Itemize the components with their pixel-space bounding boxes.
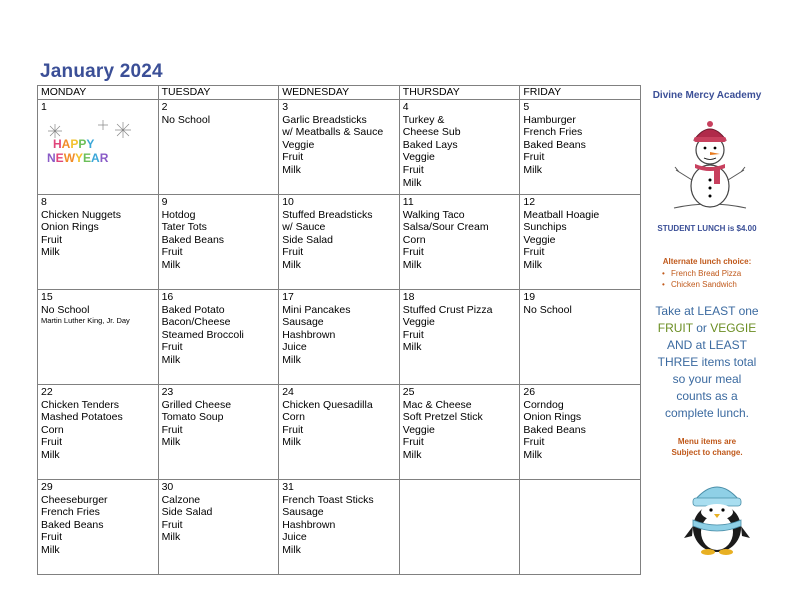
day-cell [520, 385, 641, 480]
list-item [662, 279, 741, 290]
menu-item: Baked Potato [161, 303, 225, 316]
weekday-header: WEDNESDAY [279, 86, 400, 100]
menu-item: Baked Beans [523, 138, 586, 151]
day-cell [399, 290, 520, 385]
menu-item: Mashed Potatoes [41, 411, 123, 424]
empty-day-cell [399, 480, 520, 575]
menu-item: Milk [282, 353, 301, 366]
subject-to-change-note [648, 436, 766, 458]
menu-item: Sunchips [523, 221, 567, 234]
menu-item: Stuffed Crust Pizza [402, 303, 493, 316]
weekday-header-row [38, 86, 641, 100]
menu-item: Fruit [282, 423, 304, 436]
menu-item: Fruit [523, 151, 545, 164]
lunch-calendar [37, 85, 641, 575]
menu-item: Fruit [161, 246, 183, 259]
menu-item: Fruit [523, 246, 545, 259]
day-cell [520, 100, 641, 195]
day-cell [399, 195, 520, 290]
day-number: 26 [523, 386, 536, 398]
day-number: 5 [523, 101, 530, 113]
empty-day-cell [520, 480, 641, 575]
day-cell [38, 385, 159, 480]
menu-item: Veggie [282, 138, 315, 151]
menu-item: Mini Pancakes [282, 303, 351, 316]
day-cell [158, 385, 279, 480]
menu-item: Calzone [161, 493, 201, 506]
veggie-word: VEGGIE [710, 321, 757, 335]
day-number: 25 [402, 386, 415, 398]
menu-item: Milk [523, 163, 543, 176]
menu-item: Milk [41, 543, 60, 556]
menu-item: Fruit [523, 436, 545, 449]
menu-item: Onion Rings [523, 411, 582, 424]
menu-item: Corn [282, 411, 305, 424]
day-cell [38, 195, 159, 290]
day-cell [158, 480, 279, 575]
day-cell [38, 480, 159, 575]
menu-item: Fruit [161, 423, 183, 436]
list-item [662, 268, 741, 279]
alternate-lunch-list [662, 268, 741, 290]
day-number: 17 [282, 291, 294, 303]
student-lunch-price: STUDENT LUNCH is $4.00 [657, 224, 757, 233]
menu-item: Fruit [402, 246, 424, 259]
day-cell [158, 195, 279, 290]
rule-line: AND at LEAST [666, 338, 748, 352]
menu-item: Veggie [402, 151, 435, 164]
menu-item: Hashbrown [282, 328, 336, 341]
day-number: 22 [41, 386, 53, 398]
rule-line: counts as a [676, 389, 738, 403]
school-name: Divine Mercy Academy [652, 90, 762, 101]
menu-item: Fruit [161, 341, 183, 354]
week-row [38, 100, 641, 195]
menu-item: French Fries [523, 126, 583, 139]
or-word: or [696, 321, 707, 335]
menu-item: Chicken Nuggets [41, 208, 121, 221]
menu-item: w/ Sauce [282, 221, 326, 234]
menu-item: Grilled Cheese [161, 398, 232, 411]
calendar-title: January 2024 [40, 61, 163, 82]
menu-item: Tomato Soup [161, 411, 224, 424]
menu-item: Sausage [282, 316, 324, 329]
menu-item: Milk [402, 448, 422, 461]
day-number: 30 [161, 481, 174, 493]
menu-item: Milk [161, 258, 181, 271]
menu-item: Side Salad [161, 506, 213, 519]
menu-item: Milk [402, 176, 422, 189]
complete-lunch-rule [648, 303, 766, 422]
menu-item: Juice [282, 341, 307, 354]
weekday-header: FRIDAY [520, 86, 641, 100]
day-cell [279, 480, 400, 575]
menu-item: Soft Pretzel Stick [402, 411, 483, 424]
menu-item: Turkey & [402, 113, 445, 126]
day-cell [38, 290, 159, 385]
menu-item: Veggie [402, 423, 435, 436]
menu-item: Corn [41, 423, 64, 436]
day-cell [38, 100, 159, 195]
menu-item: Baked Beans [161, 233, 225, 246]
day-number: 16 [161, 291, 174, 303]
menu-item: Veggie [402, 316, 435, 329]
day-number: 24 [282, 386, 294, 398]
rule-line: THREE items total [657, 355, 757, 369]
week-row [38, 290, 641, 385]
menu-item: Milk [523, 448, 543, 461]
menu-item: Garlic Breadsticks [282, 113, 367, 126]
menu-item: Milk [282, 436, 301, 449]
alternate-lunch-title: Alternate lunch choice: [662, 257, 752, 266]
holiday-note: Martin Luther King, Jr. Day [41, 316, 130, 326]
menu-item: Bacon/Cheese [161, 316, 231, 329]
day-number: 18 [402, 291, 415, 303]
menu-item: Milk [282, 163, 301, 176]
menu-item: Fruit [402, 328, 424, 341]
happy-new-year-icon [41, 118, 141, 170]
menu-item: Milk [161, 531, 181, 544]
day-number: 9 [161, 196, 168, 208]
menu-item: Juice [282, 531, 307, 544]
note-line: Menu items are [677, 437, 737, 446]
day-number: 15 [41, 291, 53, 303]
menu-item: Side Salad [282, 233, 333, 246]
day-number: 2 [161, 101, 168, 113]
menu-item: Milk [402, 258, 422, 271]
day-number: 10 [282, 196, 294, 208]
day-number: 29 [41, 481, 53, 493]
day-number: 12 [523, 196, 536, 208]
day-cell [399, 385, 520, 480]
rule-line: complete lunch. [664, 406, 750, 420]
day-cell [399, 100, 520, 195]
day-cell [520, 290, 641, 385]
menu-item: Stuffed Breadsticks [282, 208, 373, 221]
menu-item: Steamed Broccoli [161, 328, 244, 341]
menu-item: Cheese Sub [402, 126, 461, 139]
day-number: 3 [282, 101, 289, 113]
menu-item: Sausage [282, 506, 324, 519]
week-row [38, 480, 641, 575]
weekday-header: TUESDAY [158, 86, 279, 100]
alt-item-label: French Bread Pizza [671, 269, 742, 278]
fruit-word: FRUIT [657, 321, 693, 335]
menu-item: w/ Meatballs & Sauce [282, 126, 384, 139]
weekday-header: THURSDAY [399, 86, 520, 100]
menu-item: Cheeseburger [41, 493, 108, 506]
menu-item: Milk [402, 341, 422, 354]
menu-item: Fruit [161, 518, 183, 531]
day-cell [158, 100, 279, 195]
alt-item-label: Chicken Sandwich [671, 280, 737, 289]
day-number: 8 [41, 196, 47, 208]
menu-item: Tater Tots [161, 221, 207, 234]
day-cell [279, 290, 400, 385]
note-line: Subject to change. [671, 448, 743, 457]
day-cell [520, 195, 641, 290]
bullet-icon: • [662, 269, 665, 278]
menu-item: Hotdog [161, 208, 196, 221]
menu-item: Hamburger [523, 113, 576, 126]
menu-item: No School [523, 303, 572, 316]
menu-item: No School [161, 113, 211, 126]
day-cell [279, 195, 400, 290]
menu-item: Fruit [41, 233, 62, 246]
day-cell [279, 100, 400, 195]
day-number: 1 [41, 101, 47, 113]
menu-item: Onion Rings [41, 221, 99, 234]
day-number: 31 [282, 481, 294, 493]
menu-item: Milk [161, 436, 181, 449]
svg-text:NEWYEAR: NEWYEAR [47, 150, 109, 165]
menu-item: Milk [523, 258, 543, 271]
menu-item: Fruit [402, 436, 424, 449]
menu-item: Walking Taco [402, 208, 465, 221]
rule-line: so your meal [672, 372, 742, 386]
menu-item: No School [41, 303, 90, 316]
day-number: 19 [523, 291, 536, 303]
menu-item: Mac & Cheese [402, 398, 472, 411]
week-row [38, 195, 641, 290]
menu-item: Milk [282, 258, 301, 271]
menu-item: Meatball Hoagie [523, 208, 600, 221]
svg-text:HAPPY: HAPPY [53, 136, 95, 151]
day-cell [279, 385, 400, 480]
day-number: 4 [402, 101, 409, 113]
menu-item: French Fries [41, 506, 100, 519]
menu-item: Hashbrown [282, 518, 336, 531]
menu-item: Corndog [523, 398, 564, 411]
menu-item: Fruit [282, 151, 304, 164]
menu-item: Milk [282, 543, 301, 556]
menu-item: French Toast Sticks [282, 493, 374, 506]
menu-item: Fruit [41, 531, 62, 544]
day-number: 23 [161, 386, 174, 398]
menu-item: Fruit [282, 246, 304, 259]
menu-item: Milk [161, 353, 181, 366]
menu-item: Fruit [402, 163, 424, 176]
menu-item: Milk [41, 246, 60, 259]
week-row [38, 385, 641, 480]
rule-line [648, 320, 766, 337]
menu-item: Baked Lays [402, 138, 458, 151]
day-number: 11 [402, 196, 414, 208]
rule-line: Take at LEAST one [655, 304, 759, 318]
weekday-header: MONDAY [38, 86, 159, 100]
menu-item: Chicken Quesadilla [282, 398, 373, 411]
menu-item: Salsa/Sour Cream [402, 221, 489, 234]
snowman-icon [670, 120, 750, 215]
menu-item: Baked Beans [523, 423, 586, 436]
penguin-icon [680, 476, 754, 556]
menu-item: Baked Beans [41, 518, 104, 531]
menu-item: Fruit [41, 436, 62, 449]
menu-item: Milk [41, 448, 60, 461]
menu-item: Corn [402, 233, 426, 246]
day-cell [158, 290, 279, 385]
bullet-icon: • [662, 280, 665, 289]
menu-item: Veggie [523, 233, 556, 246]
menu-item: Chicken Tenders [41, 398, 120, 411]
